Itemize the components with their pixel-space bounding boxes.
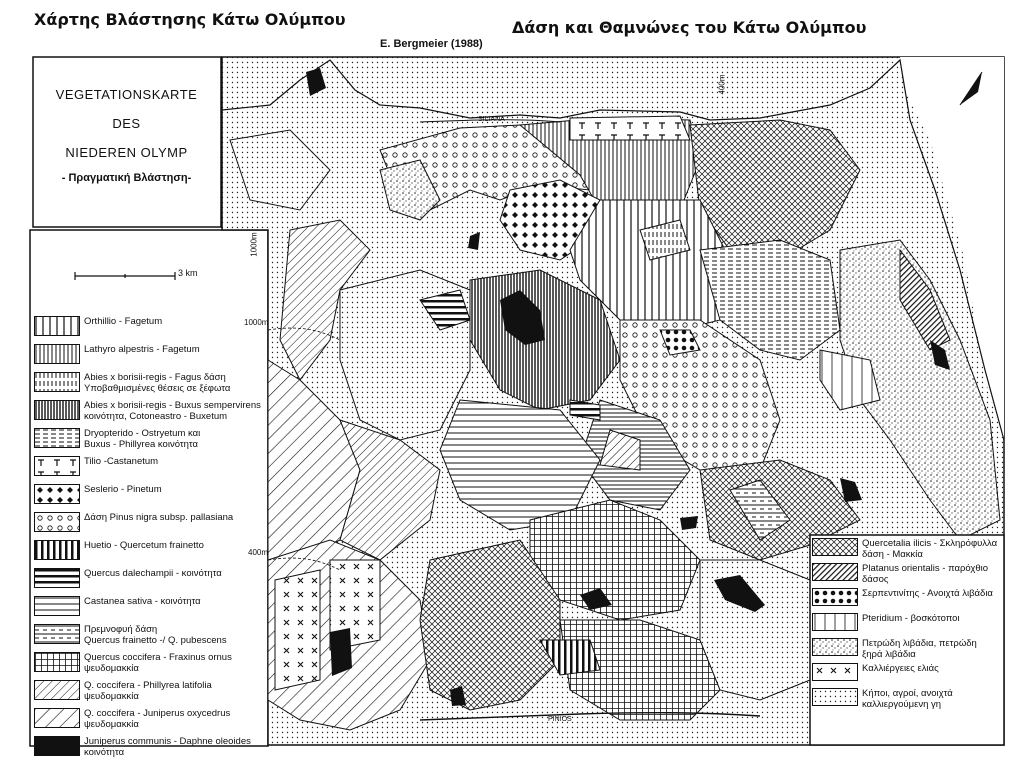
legend-item xyxy=(34,400,266,428)
legend-left xyxy=(34,316,269,764)
legend-item xyxy=(34,680,266,708)
legend-swatch xyxy=(34,344,80,364)
legend-item xyxy=(34,624,266,652)
legend-swatch xyxy=(812,588,858,606)
legend-swatch xyxy=(812,538,858,556)
legend-swatch xyxy=(34,624,80,644)
legend-label: Seslerio - Pinetum xyxy=(84,484,162,495)
contour-label-1000: 1000m xyxy=(244,318,269,327)
legend-label: Tilio -Castanetum xyxy=(84,456,159,467)
title-line-3: NIEDEREN OLYMP xyxy=(65,145,188,160)
legend-swatch xyxy=(34,316,80,336)
legend-swatch xyxy=(34,680,80,700)
legend-swatch xyxy=(812,688,858,706)
legend-swatch xyxy=(34,708,80,728)
legend-swatch xyxy=(34,736,80,756)
legend-label: Quercus dalechampii - κοινότητα xyxy=(84,568,222,579)
contour-label-400-top: 400m xyxy=(717,74,727,95)
legend-item xyxy=(34,344,266,372)
legend-swatch xyxy=(34,568,80,588)
legend-label: Castanea sativa - κοινότητα xyxy=(84,596,201,607)
legend-item xyxy=(34,708,266,736)
map-title-left: Χάρτης Βλάστησης Κάτω Ολύμπου xyxy=(34,10,346,29)
scale-label: 3 km xyxy=(178,268,198,278)
legend-item xyxy=(34,596,266,624)
legend-item xyxy=(34,484,266,512)
legend-item xyxy=(812,638,1002,663)
contour-label-1000-top: 1000m xyxy=(249,232,259,257)
legend-label: Καλλιέργειες ελιάς xyxy=(862,663,939,674)
legend-item xyxy=(34,512,266,540)
legend-label: Δάση Pinus nigra subsp. pallasiana xyxy=(84,512,234,523)
legend-label: Abies x borisii-regis - Buxus sempervirens κοινότητα, Cotoneastro - Buxetum xyxy=(84,400,261,422)
legend-swatch xyxy=(34,456,80,476)
legend-swatch xyxy=(34,540,80,560)
legend-item xyxy=(812,688,1002,713)
legend-label: Πρεμνοφυή δάση Quercus frainetto -/ Q. pubescens xyxy=(84,624,227,646)
legend-swatch xyxy=(34,652,80,672)
legend-item xyxy=(34,736,266,764)
legend-label: Juniperus communis - Daphne oleoides κοινότητα xyxy=(84,736,251,758)
legend-swatch xyxy=(34,428,80,448)
legend-label: Pteridium - βοσκότοποι xyxy=(862,613,960,624)
legend-label: Q. coccifera - Juniperus oxycedrus ψευδομακκία xyxy=(84,708,231,730)
legend-label: Πετρώδη λιβάδια, πετρώδη ξηρά λιβάδια xyxy=(862,638,977,660)
legend-item xyxy=(812,613,1002,638)
legend-item xyxy=(34,428,266,456)
legend-swatch xyxy=(34,596,80,616)
contour-label-400: 400m xyxy=(248,548,269,557)
legend-swatch xyxy=(812,663,858,681)
legend-swatch xyxy=(34,484,80,504)
legend-label: Lathyro alpestris - Fagetum xyxy=(84,344,200,355)
legend-label: Κήποι, αγροί, ανοιχτά καλλιεργούμενη γη xyxy=(862,688,953,710)
legend-item xyxy=(34,540,269,568)
title-subtitle: - Πραγματική Βλάστηση- xyxy=(61,172,192,184)
title-box xyxy=(33,57,220,227)
legend-item xyxy=(812,538,1002,563)
legend-item xyxy=(812,563,1002,588)
legend-label: Orthillio - Fagetum xyxy=(84,316,163,327)
legend-swatch xyxy=(34,372,80,392)
title-line-2: DES xyxy=(112,116,141,131)
river-label-pinios: PINIOS xyxy=(548,716,572,723)
legend-item xyxy=(34,316,269,344)
legend-label: Platanus orientalis - παρόχθιο δάσος xyxy=(862,563,989,585)
title-line-1: VEGETATIONSKARTE xyxy=(55,87,198,102)
river-label-siliana: SILIANA xyxy=(478,116,505,123)
legend-swatch xyxy=(812,638,858,656)
legend-swatch xyxy=(812,613,858,631)
legend-label: Σερπεντινίτης - Ανοιχτά λιβάδια xyxy=(862,588,993,599)
legend-item xyxy=(812,588,1002,613)
legend-item xyxy=(34,456,266,484)
legend-swatch xyxy=(34,512,80,532)
legend-item xyxy=(34,372,266,400)
author-credit: E. Bergmeier (1988) xyxy=(380,38,483,50)
legend-item xyxy=(812,663,1002,688)
legend-item xyxy=(34,568,266,596)
legend-swatch xyxy=(34,400,80,420)
legend-label: Abies x borisii-regis - Fagus δάση Υποβαθμισμένες θέσεις σε ξέφωτα xyxy=(84,372,231,394)
map-title-right: Δάση και Θαμνώνες του Κάτω Ολύμπου xyxy=(512,18,867,37)
legend-right xyxy=(812,538,1002,713)
legend-label: Q. coccifera - Phillyrea latifolia ψευδομακκία xyxy=(84,680,212,702)
legend-label: Quercetalia ilicis - Σκληρόφυλλα δάση - Μακκία xyxy=(862,538,998,560)
legend-item xyxy=(34,652,266,680)
legend-swatch xyxy=(812,563,858,581)
legend-label: Huetio - Quercetum frainetto xyxy=(84,540,204,551)
legend-label: Quercus coccifera - Fraxinus ornus ψευδομακκία xyxy=(84,652,232,674)
legend-label: Dryopterido - Ostryetum και Buxus - Phillyrea κοινότητα xyxy=(84,428,201,450)
